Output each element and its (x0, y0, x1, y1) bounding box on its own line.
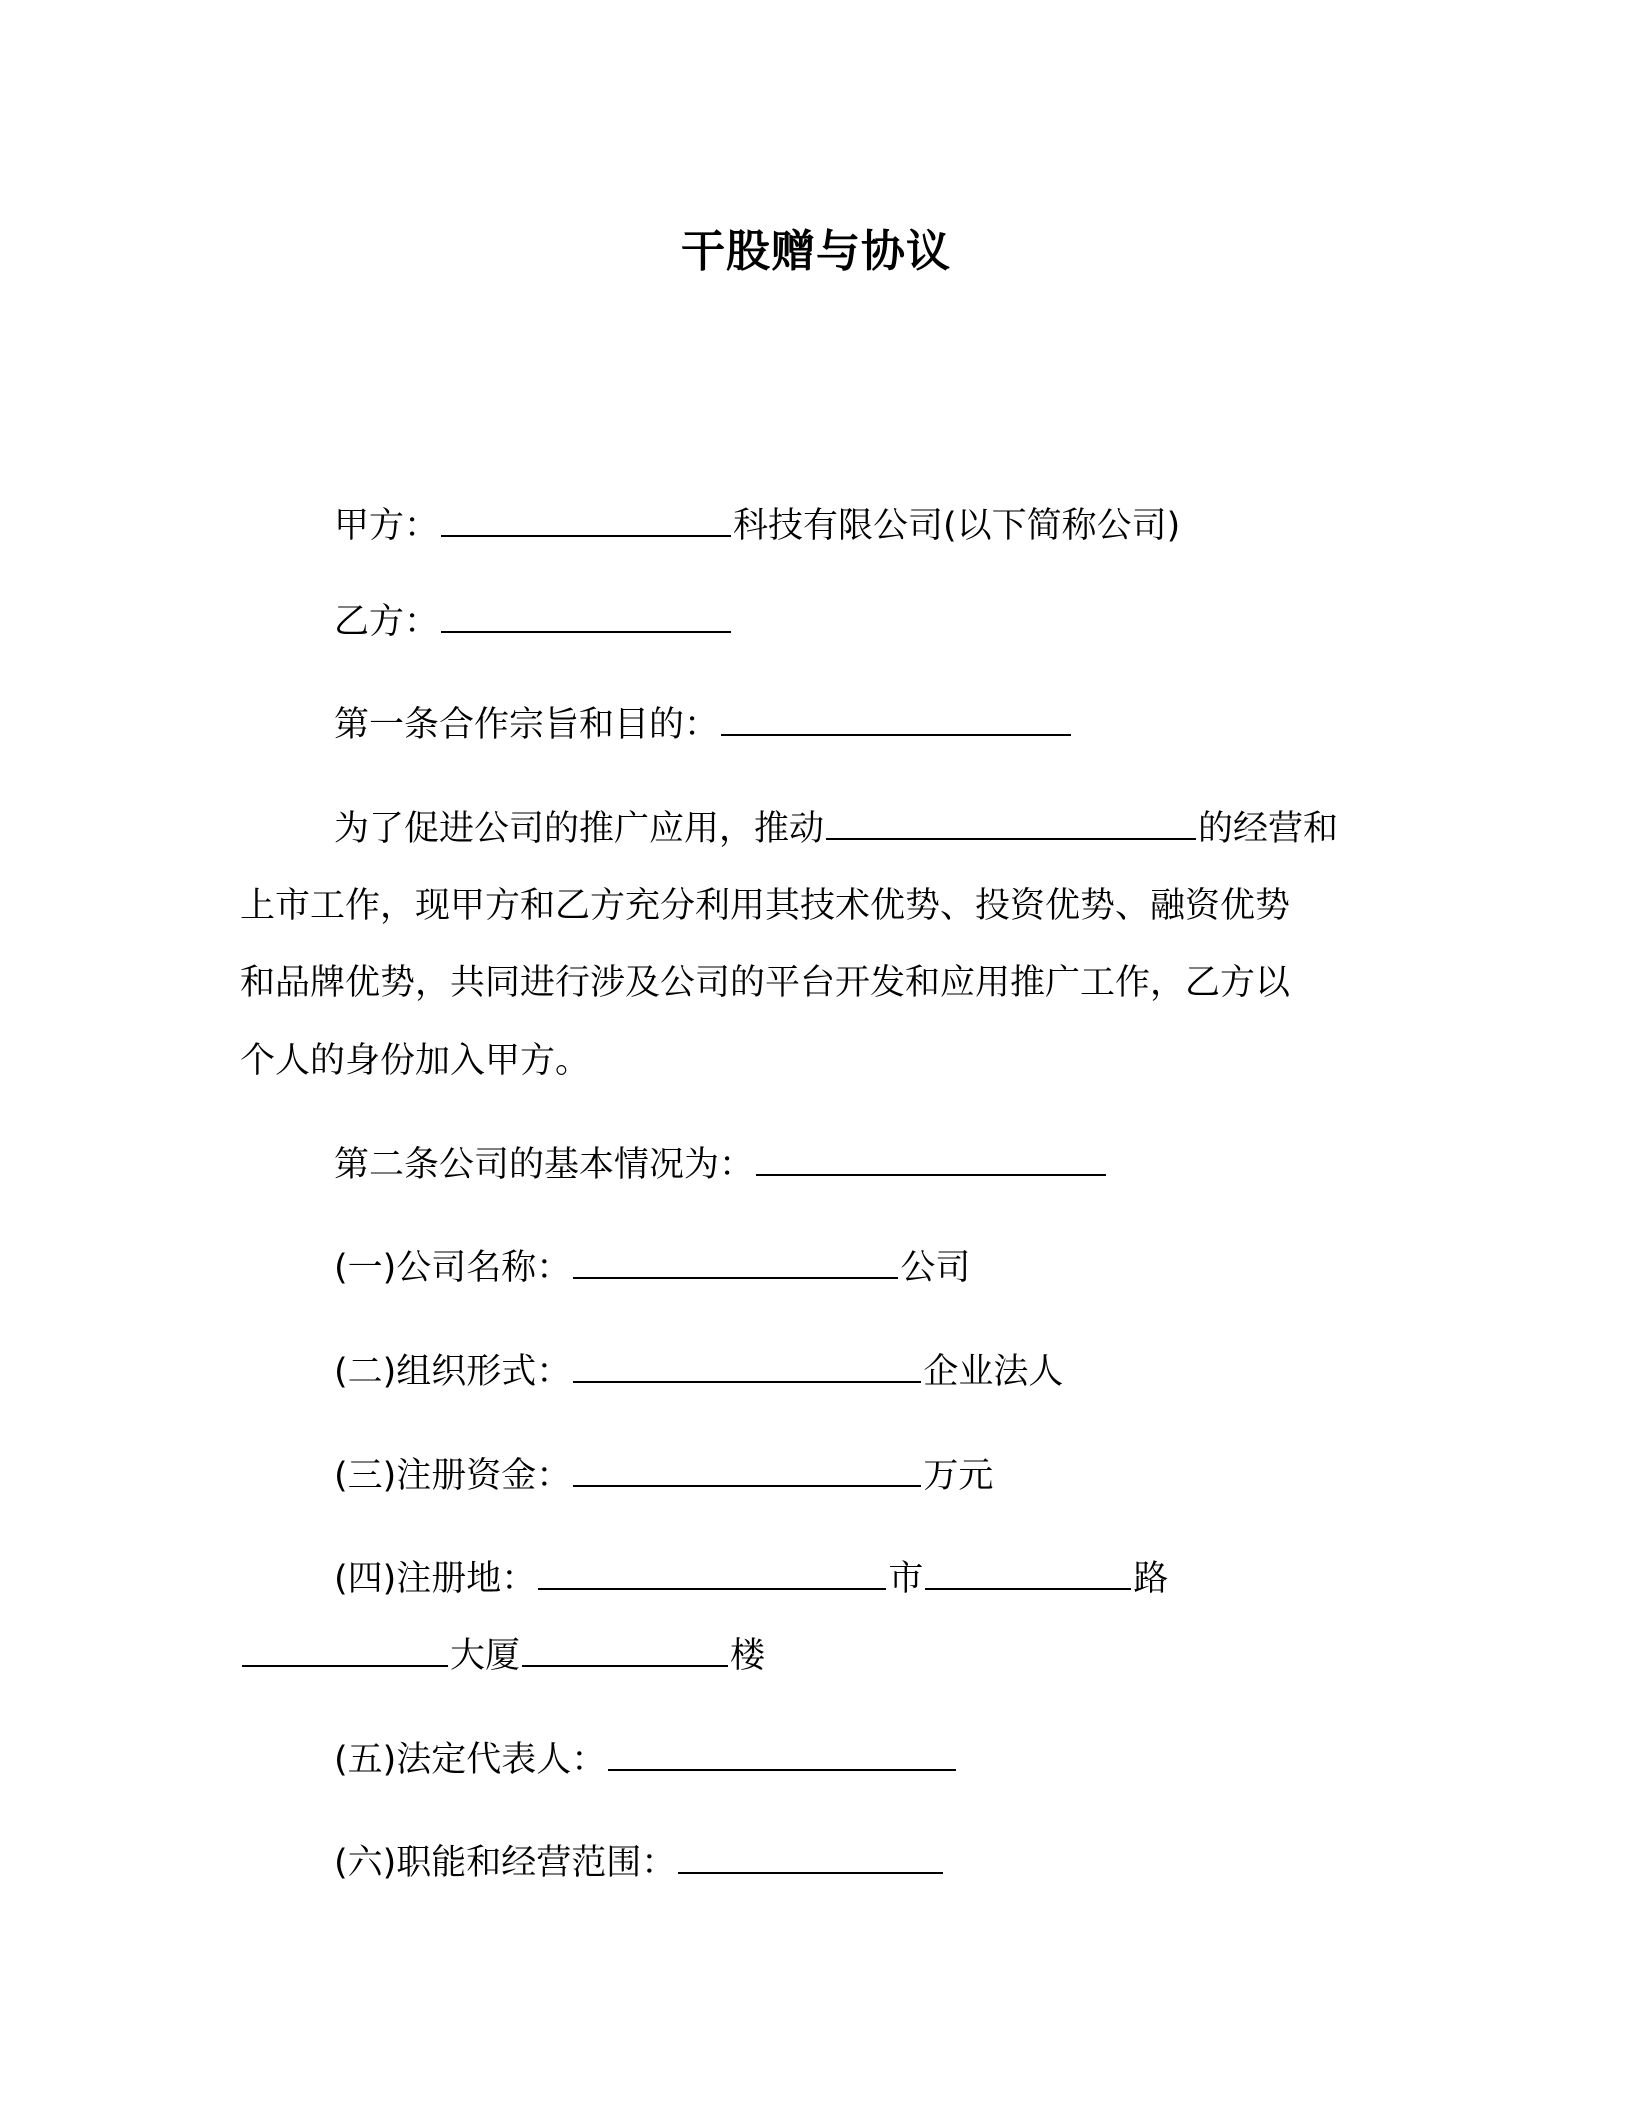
item6-line (334, 1839, 945, 1887)
party-b-line (334, 598, 733, 646)
item1-line (334, 1244, 970, 1292)
article1-purpose-blank[interactable] (721, 704, 1071, 736)
org-form-blank[interactable] (573, 1351, 921, 1383)
article2-blank[interactable] (756, 1144, 1106, 1176)
party-b-label: 乙方： (334, 602, 440, 642)
article1-paragraph-line-1 (334, 805, 1338, 853)
item5-label: (五)法定代表人： (334, 1740, 607, 1780)
item6-label: (六)职能和经营范围： (334, 1843, 677, 1883)
item3-suffix: 万元 (923, 1456, 994, 1496)
road-number-blank[interactable] (242, 1635, 448, 1667)
item3-line (334, 1452, 993, 1500)
city-blank[interactable] (538, 1558, 886, 1590)
article1-p1-end: 的经营和 (1198, 809, 1339, 849)
party-a-suffix: 科技有限公司(以下简称公司) (733, 506, 1181, 546)
item4-city: 市 (888, 1559, 924, 1599)
legal-rep-blank[interactable] (608, 1739, 956, 1771)
item2-suffix: 企业法人 (923, 1352, 1064, 1392)
item5-line (334, 1736, 958, 1784)
item1-label: (一)公司名称： (334, 1248, 572, 1288)
article2-heading-line (334, 1141, 1108, 1189)
party-a-label: 甲方： (334, 506, 440, 546)
document-title: 干股赠与协议 (681, 226, 951, 277)
item4-floor: 楼 (730, 1636, 766, 1676)
item1-suffix: 公司 (900, 1248, 971, 1288)
item4-line-2 (240, 1632, 765, 1680)
article1-heading: 第一条合作宗旨和目的： (334, 705, 720, 745)
article2-heading: 第二条公司的基本情况为： (334, 1145, 755, 1185)
party-b-blank[interactable] (441, 601, 731, 633)
building-blank[interactable] (522, 1635, 728, 1667)
item2-label: (二)组织形式： (334, 1352, 572, 1392)
item2-line (334, 1348, 1063, 1396)
item3-label: (三)注册资金： (334, 1456, 572, 1496)
party-a-line (334, 502, 1180, 550)
item4-label: (四)注册地： (334, 1559, 537, 1599)
business-scope-blank[interactable] (678, 1842, 943, 1874)
article1-company-blank[interactable] (826, 808, 1196, 840)
article1-paragraph-line-2: 上市工作，现甲方和乙方充分利用其技术优势、投资优势、融资优势 (240, 886, 1291, 926)
article1-paragraph-line-4: 个人的身份加入甲方。 (240, 1041, 591, 1081)
road-blank[interactable] (925, 1558, 1131, 1590)
article1-heading-line (334, 701, 1073, 749)
article1-paragraph-line-3: 和品牌优势，共同进行涉及公司的平台开发和应用推广工作，乙方以 (240, 963, 1291, 1003)
company-name-blank[interactable] (573, 1247, 898, 1279)
article1-p1-start: 为了促进公司的推广应用，推动 (334, 809, 825, 849)
registered-capital-blank[interactable] (573, 1455, 921, 1487)
item4-building: 大厦 (450, 1636, 521, 1676)
item4-road: 路 (1133, 1559, 1169, 1599)
item4-line-1 (334, 1555, 1168, 1603)
party-a-blank[interactable] (441, 505, 731, 537)
